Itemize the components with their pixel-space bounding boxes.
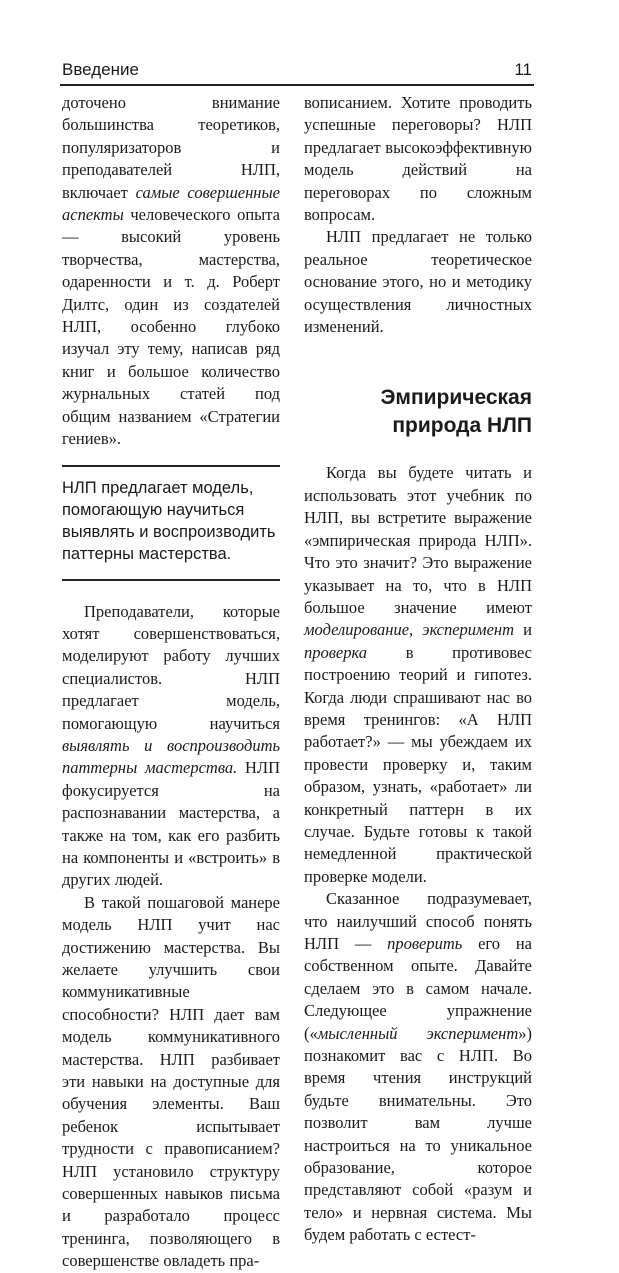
paragraph: В такой пошаговой манере модель НЛП учит нас достижению мастерства. Вы желаете улучшить свои коммуникативные способности? НЛП дает вам модель коммуникативного мастерства. НЛП разбивает эти навыки на доступные для обучения элементы. Ваш ребенок испытывает трудности с правописанием? НЛП установило структуру совершенных навыков письма и разработало процесс тренинга, позволяющего в совершенстве овладеть пра- <box>62 892 280 1271</box>
chapter-title: Введение <box>62 60 139 79</box>
paragraph <box>304 462 532 888</box>
left-column <box>62 92 280 1273</box>
text: НЛП фокусируется на распознавании мастерства, а также на том, как его разбить на компоненты и «встроить» в других людей. <box>62 758 280 890</box>
emphasis: выявлять и воспроизводить паттерны мастерства. <box>62 735 280 778</box>
paragraph <box>62 92 280 451</box>
emphasis: проверить <box>387 934 463 953</box>
text: его на собственном опыте. Давайте сделаем это в самом начале. Следующее упражнение (« <box>304 934 532 1043</box>
right-column <box>304 92 532 1247</box>
text: доточено внимание большинства теоретиков, популяризаторов и преподавателей НЛП, включает <box>62 93 280 202</box>
text: и <box>514 620 532 640</box>
header-rule <box>60 84 534 86</box>
paragraph: НЛП предлагает не только реальное теоретическое основание этого, но и методику осуществления личностных изменений. <box>304 227 532 337</box>
callout-box <box>62 465 280 581</box>
paragraph <box>62 601 280 892</box>
emphasis: моделирование, эксперимент <box>304 620 515 640</box>
text: человеческого опыта — высокий уровень творчества, мастерства, одаренности и т. д. Роберт Дилтс, один из создателей НЛП, особенно глубоко изучал эту тему, написав ряд книг и большое количество журнальных статей под общим названием «Стратегии гениев». <box>62 205 280 449</box>
running-header <box>60 58 534 84</box>
emphasis: проверка <box>304 642 368 662</box>
text: ») познакомит вас с НЛП. Во время чтения инструкций будьте внимательны. Это позволит вам лучше настроиться на то уникальное образование, которое представляют собой «разум и тело» и нервная система. Мы будем работать с естест- <box>304 1023 532 1245</box>
section-heading: Эмпирическая природа НЛП <box>380 386 532 438</box>
paragraph <box>304 888 532 1247</box>
callout-text: НЛП предлагает модель, помогающую научиться выявлять и воспроизводить паттерны мастерства. <box>62 478 276 563</box>
paragraph: вописанием. Хотите проводить успешные переговоры? НЛП предлагает высокоэффективную модель действий на переговорах по сложным вопросам. <box>304 93 532 225</box>
text: Когда вы будете читать и использовать этот учебник по НЛП, вы встретите выражение «эмпирическая природа НЛП». Что это значит? Это выражение указывает на то, что в НЛП большое значение имеют <box>304 463 532 617</box>
text: в противовес построению теорий и гипотез. Когда люди спрашивают нас во время тренингов: «А НЛП работает?» — мы убеждаем их провести проверку и, таким образом, узнать, «работает» ли конкретный паттерн в их случае. Будьте готовы к такой немедленной практической проверке модели. <box>304 642 532 886</box>
emphasis: самые совершенные аспекты <box>62 182 280 225</box>
text: Преподаватели, которые хотят совершенствоваться, моделируют работу лучших специалистов. НЛП предлагает модель, помогающую научиться <box>62 601 280 733</box>
page-number: 11 <box>514 60 532 79</box>
emphasis: мысленный эксперимент <box>317 1023 519 1043</box>
text: Сказанное подразумевает, что наилучший способ понять НЛП — <box>304 889 532 953</box>
